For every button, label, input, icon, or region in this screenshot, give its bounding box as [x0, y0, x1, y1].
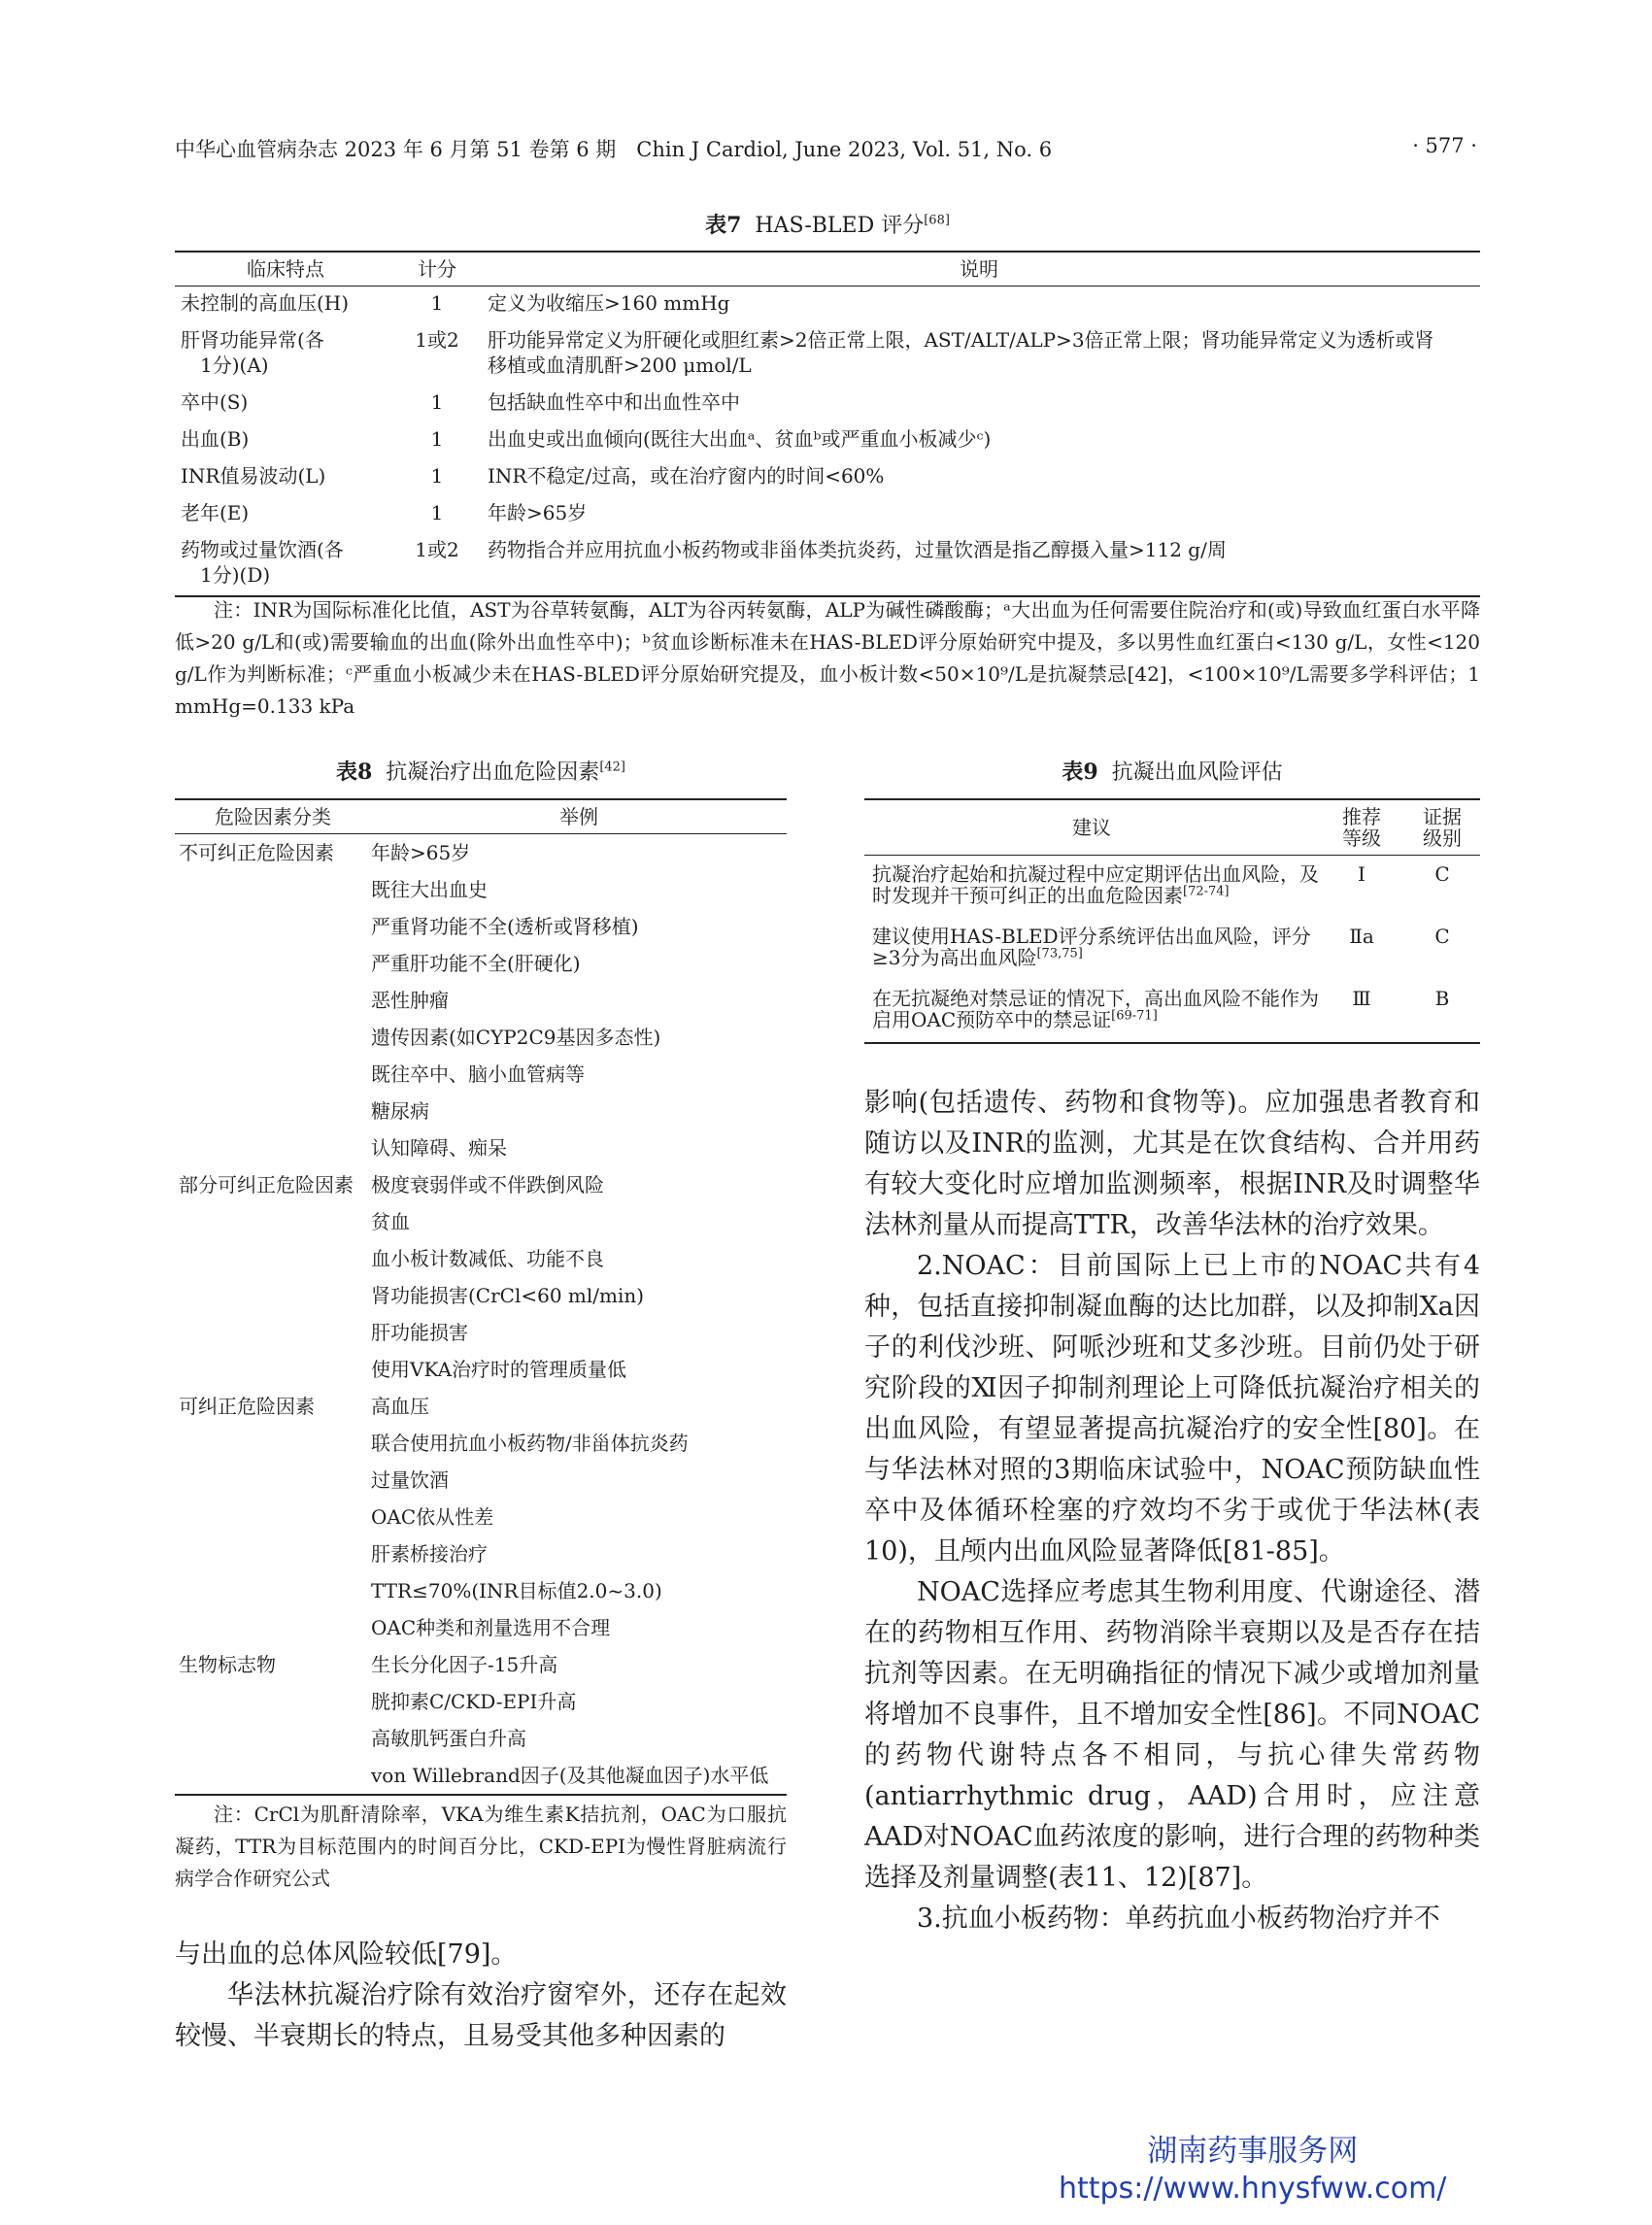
paragraph	[864, 1083, 1480, 1246]
header-page-number: · 577 ·	[1412, 134, 1477, 157]
table7-cell: 1	[430, 390, 444, 414]
table8-cell	[175, 1093, 371, 1129]
table7-row	[175, 422, 1480, 459]
table8-cell	[175, 1314, 371, 1351]
table8-row	[175, 1683, 787, 1720]
table7-cell: 未控制的高血压(H)	[181, 291, 350, 315]
table8-cell: TTR≤70%(INR目标值2.0~3.0)	[371, 1579, 662, 1602]
table8-row	[175, 1277, 787, 1314]
table9-header: 证据 级别	[1404, 799, 1480, 856]
table8-row	[175, 1056, 787, 1093]
table8-row	[175, 1499, 787, 1535]
table7-row	[175, 323, 1480, 386]
table7	[175, 251, 1480, 597]
table7-cell: 出血史或出血倾向(既往大出血ᵃ、贫血ᵇ或严重血小板减少ᶜ)	[488, 427, 992, 451]
paragraph-text: 华法林抗凝治疗除有效治疗窗窄外，还存在起效较慢、半衰期长的特点，且易受其他多种因素的	[175, 1980, 787, 2051]
table8-row	[175, 982, 787, 1019]
paragraph-text: 影响(包括遗传、药物和食物等)。应加强患者教育和随访以及INR的监测，尤其是在饮食结构、合并用药有较大变化时应增加监测频率，根据INR及时调整华法林剂量从而提高TTR，改善华法林的治疗效果。	[864, 1088, 1480, 1240]
table8-header: 危险因素分类	[175, 799, 371, 834]
table8-cell	[175, 982, 371, 1019]
table8-cell	[175, 1240, 371, 1277]
table9-title: 抗凝出血风险评估	[1111, 760, 1283, 785]
table7-row	[175, 459, 1480, 496]
table7-ref: [68]	[924, 213, 950, 228]
table8-cell: 极度衰弱伴或不伴跌倒风险	[371, 1173, 604, 1197]
table9-header: 推荐 等级	[1319, 799, 1404, 856]
table9-cell	[864, 918, 1319, 980]
table8-cell: von Willebrand因子(及其他凝血因子)水平低	[371, 1764, 769, 1787]
table8-cell: 贫血	[371, 1210, 410, 1233]
table8-cell	[175, 1056, 371, 1093]
table7-cell: 药物或过量饮酒(各 1分)(D)	[181, 538, 344, 587]
table7-cell: 1	[430, 464, 444, 488]
table9-cell: Ⅲ	[1352, 987, 1371, 1010]
table9-row	[864, 856, 1480, 919]
table8-cell	[175, 1572, 371, 1609]
table8-cell	[175, 908, 371, 945]
table8-row	[175, 1093, 787, 1129]
table8-cell: 严重肝功能不全(肝硬化)	[371, 952, 581, 975]
table7-row	[175, 496, 1480, 533]
paragraph	[864, 1899, 1480, 1939]
paragraph	[175, 1935, 787, 1975]
watermark-site-name: 湖南药事服务网	[1147, 2134, 1359, 2169]
table9-recommendation-text: 建议使用HAS-BLED评分系统评估出血风险，评分≥3分为高出血风险	[872, 925, 1311, 969]
table8-cell	[175, 1277, 371, 1314]
table7-row	[175, 533, 1480, 596]
table8-cell: 联合使用抗血小板药物/非甾体抗炎药	[371, 1432, 689, 1455]
table8-ref: [42]	[599, 759, 625, 775]
table9-cell: C	[1434, 862, 1450, 886]
table8-row	[175, 834, 787, 872]
paragraph-text: 2.NOAC：目前国际上已上市的NOAC共有4种，包括直接抑制凝血酶的达比加群，以及抑制Xa因子的利伐沙班、阿哌沙班和艾多沙班。目前仍处于研究阶段的Ⅺ因子抑制剂理论上可降低抗凝治疗相关的出血风险，有望显著提高抗凝治疗的安全性[80]。在与华法林对照的3期临床试验中，NOAC预防缺血性卒中及体循环栓塞的疗效均不劣于或优于华法林(表10)，且颅内出血风险显著降低[81-85]。	[864, 1251, 1480, 1567]
table8-row	[175, 1572, 787, 1609]
table8-row	[175, 1462, 787, 1499]
table8-cell: OAC种类和剂量选用不合理	[371, 1616, 611, 1639]
table9-cell	[864, 856, 1319, 919]
table7-cell: 1或2	[415, 328, 459, 352]
table7-cell: 1或2	[415, 538, 459, 561]
table8-row	[175, 1129, 787, 1166]
table7-cell: 卒中(S)	[181, 390, 249, 414]
table8-row	[175, 1166, 787, 1203]
table9-cell: Ⅰ	[1358, 862, 1365, 886]
table8-cell: 年龄>65岁	[371, 841, 471, 864]
table8-cell	[175, 1351, 371, 1388]
table9-header-row	[864, 799, 1480, 856]
table8-cell: 可纠正危险因素	[179, 1395, 315, 1418]
table8-cell: 肝功能损害	[371, 1321, 468, 1344]
table7-cell: 肝功能异常定义为肝硬化或胆红素>2倍正常上限，AST/ALT/ALP>3倍正常上限；肾功能异常定义为透析或肾 移植或血清肌酐>200 μmol/L	[488, 328, 1434, 377]
table8-cell	[175, 1609, 371, 1646]
table9-ref: [73,75]	[1036, 946, 1083, 961]
watermark	[1059, 2133, 1446, 2208]
table7-cell: 年龄>65岁	[488, 501, 588, 524]
table8-cell: 部分可纠正危险因素	[179, 1173, 354, 1197]
table7-note: 注：INR为国际标准化比值，AST为谷草转氨酶，ALT为谷丙转氨酶，ALP为碱性磷酸酶；ᵃ大出血为任何需要住院治疗和(或)导致血红蛋白水平降低>20 g/L和(或)需要输血的出血(除外出血性卒中)；ᵇ贫血诊断标准未在HAS-BLED评分原始研究中提及，多以男性血红蛋白<130 g/L，女性<120 g/L作为判断标准；ᶜ严重血小板减少未在HAS-BLED评分原始研究提及，血小板计数<50×10⁹/L是抗凝禁忌[42]，<100×10⁹/L需要多学科评估；1 mmHg=0.133 kPa	[175, 598, 1480, 718]
table8-cell: 严重肾功能不全(透析或肾移植)	[371, 915, 639, 938]
table7-cell: INR不稳定/过高，或在治疗窗内的时间<60%	[488, 464, 885, 488]
table9	[864, 798, 1480, 1044]
watermark-url: https://www.hnysfww.com/	[1059, 2172, 1447, 2206]
table8-row	[175, 1720, 787, 1757]
table8-row	[175, 908, 787, 945]
table7-caption	[175, 209, 1480, 239]
table8-row	[175, 945, 787, 982]
table8-row	[175, 1314, 787, 1351]
table8-caption	[175, 756, 787, 786]
table8-cell: 高敏肌钙蛋白升高	[371, 1727, 526, 1750]
table7-cell: 出血(B)	[181, 427, 250, 451]
table7-cell: 药物指合并应用抗血小板药物或非甾体类抗炎药，过量饮酒是指乙醇摄入量>112 g/周	[488, 538, 1227, 561]
table7-cell: 肝肾功能异常(各 1分)(A)	[181, 328, 324, 377]
table7-header: 说明	[478, 252, 1480, 287]
table8-cell: 高血压	[371, 1395, 429, 1418]
table8-cell	[175, 1462, 371, 1499]
table8-cell	[175, 945, 371, 982]
table9-ref: [69-71]	[1111, 1008, 1158, 1024]
table8-note: 注：CrCl为肌酐清除率，VKA为维生素K拮抗剂，OAC为口服抗凝药，TTR为目标范围内的时间百分比，CKD-EPI为慢性肾脏病流行病学合作研究公式	[175, 1803, 787, 1890]
table9-recommendation-text: 抗凝治疗起始和抗凝过程中应定期评估出血风险，及时发现并干预可纠正的出血危险因素	[872, 862, 1319, 907]
table8-cell	[175, 1499, 371, 1535]
table8-cell: 遗传因素(如CYP2C9基因多态性)	[371, 1026, 661, 1049]
table7-header: 计分	[396, 252, 478, 287]
paragraph-text: NOAC选择应考虑其生物利用度、代谢途径、潜在的药物相互作用、药物消除半衰期以及是否存在拮抗剂等因素。在无明确指征的情况下减少或增加剂量将增加不良事件，且不增加安全性[86]。不同NOAC的药物代谢特点各不相同，与抗心律失常药物(antiarrhythmic drug，AAD)合用时，应注意AAD对NOAC血药浓度的影响，进行合理的药物种类选择及剂量调整(表11、12)[87]。	[864, 1577, 1480, 1893]
table8-row	[175, 1646, 787, 1683]
table8-header: 举例	[371, 799, 787, 834]
table8-row	[175, 1757, 787, 1795]
paragraph-text: 与出血的总体风险较低[79]。	[175, 1939, 518, 1970]
table8-label: 表8	[335, 759, 373, 785]
paragraph-text: 3.抗血小板药物：单药抗血小板药物治疗并不	[917, 1904, 1440, 1934]
table8-row	[175, 1240, 787, 1277]
table8-cell: 糖尿病	[371, 1099, 429, 1123]
table8-cell: 认知障碍、痴呆	[371, 1136, 507, 1160]
table8-title: 抗凝治疗出血危险因素	[386, 760, 600, 785]
table8-cell: 使用VKA治疗时的管理质量低	[371, 1358, 627, 1381]
table8-cell	[175, 1019, 371, 1056]
table7-cell: 老年(E)	[181, 501, 250, 524]
table8-row	[175, 1019, 787, 1056]
table8-cell: 既往大出血史	[371, 878, 488, 901]
table8-row	[175, 1535, 787, 1572]
table7-cell: 1	[430, 501, 444, 524]
table9-cell: B	[1434, 987, 1450, 1010]
table8-cell	[175, 1129, 371, 1166]
table8-cell: 恶性肿瘤	[371, 989, 449, 1012]
table7-row	[175, 386, 1480, 422]
table7-cell: INR值易波动(L)	[181, 464, 326, 488]
table7-header: 临床特点	[175, 252, 396, 287]
table8-cell: OAC依从性差	[371, 1505, 494, 1529]
table9-cell: Ⅱa	[1349, 925, 1374, 948]
table9-cell	[864, 980, 1319, 1043]
table8-row	[175, 1388, 787, 1425]
table8-cell	[175, 1535, 371, 1572]
table8-cell	[175, 1203, 371, 1240]
table8-cell	[175, 1683, 371, 1720]
table8-row	[175, 1425, 787, 1462]
table8-cell	[175, 871, 371, 908]
table9-label: 表9	[1062, 759, 1098, 785]
table8	[175, 798, 787, 1796]
table7-header-row	[175, 252, 1480, 287]
paragraph	[864, 1572, 1480, 1899]
table7-cell: 包括缺血性卒中和出血性卒中	[488, 390, 740, 414]
table9-row	[864, 918, 1480, 980]
table8-header-row	[175, 799, 787, 834]
table8-cell: 生物标志物	[179, 1653, 276, 1676]
table8-row	[175, 1609, 787, 1646]
table7-cell: 1	[430, 427, 444, 451]
table8-cell: 肾功能损害(CrCl<60 ml/min)	[371, 1284, 645, 1307]
table9-ref: [72-74]	[1183, 884, 1230, 899]
left-column-body	[175, 1935, 787, 2057]
header-journal: 中华心血管病杂志 2023 年 6 月第 51 卷第 6 期 Chin J Cardiol, June 2023, Vol. 51, No. 6	[175, 138, 1053, 161]
table8-cell: 胱抑素C/CKD-EPI升高	[371, 1690, 577, 1713]
table8-cell: 过量饮酒	[371, 1468, 449, 1492]
running-header	[175, 134, 1477, 163]
table9-row	[864, 980, 1480, 1043]
table7-cell: 1	[430, 291, 444, 315]
table7-title: HAS-BLED 评分	[755, 214, 925, 238]
table9-cell: C	[1434, 925, 1450, 948]
right-column-body	[864, 1083, 1480, 1939]
table7-label: 表7	[705, 213, 742, 238]
table8-cell: 肝素桥接治疗	[371, 1542, 488, 1566]
table8-cell	[175, 1757, 371, 1795]
table9-header: 建议	[864, 799, 1319, 856]
table9-recommendation-text: 在无抗凝绝对禁忌证的情况下，高出血风险不能作为启用OAC预防卒中的禁忌证	[872, 987, 1319, 1031]
table8-row	[175, 871, 787, 908]
table8-cell	[175, 1720, 371, 1757]
table8-row	[175, 1203, 787, 1240]
table8-cell: 既往卒中、脑小血管病等	[371, 1062, 585, 1086]
table8-cell	[175, 1425, 371, 1462]
paragraph	[864, 1246, 1480, 1572]
table8-cell: 不可纠正危险因素	[179, 841, 334, 864]
table8-row	[175, 1351, 787, 1388]
table7-cell: 定义为收缩压>160 mmHg	[488, 291, 730, 315]
table7-row	[175, 287, 1480, 324]
table8-cell: 血小板计数减低、功能不良	[371, 1247, 604, 1270]
paragraph	[175, 1975, 787, 2057]
table9-caption	[864, 756, 1480, 786]
table8-cell: 生长分化因子-15升高	[371, 1653, 558, 1676]
